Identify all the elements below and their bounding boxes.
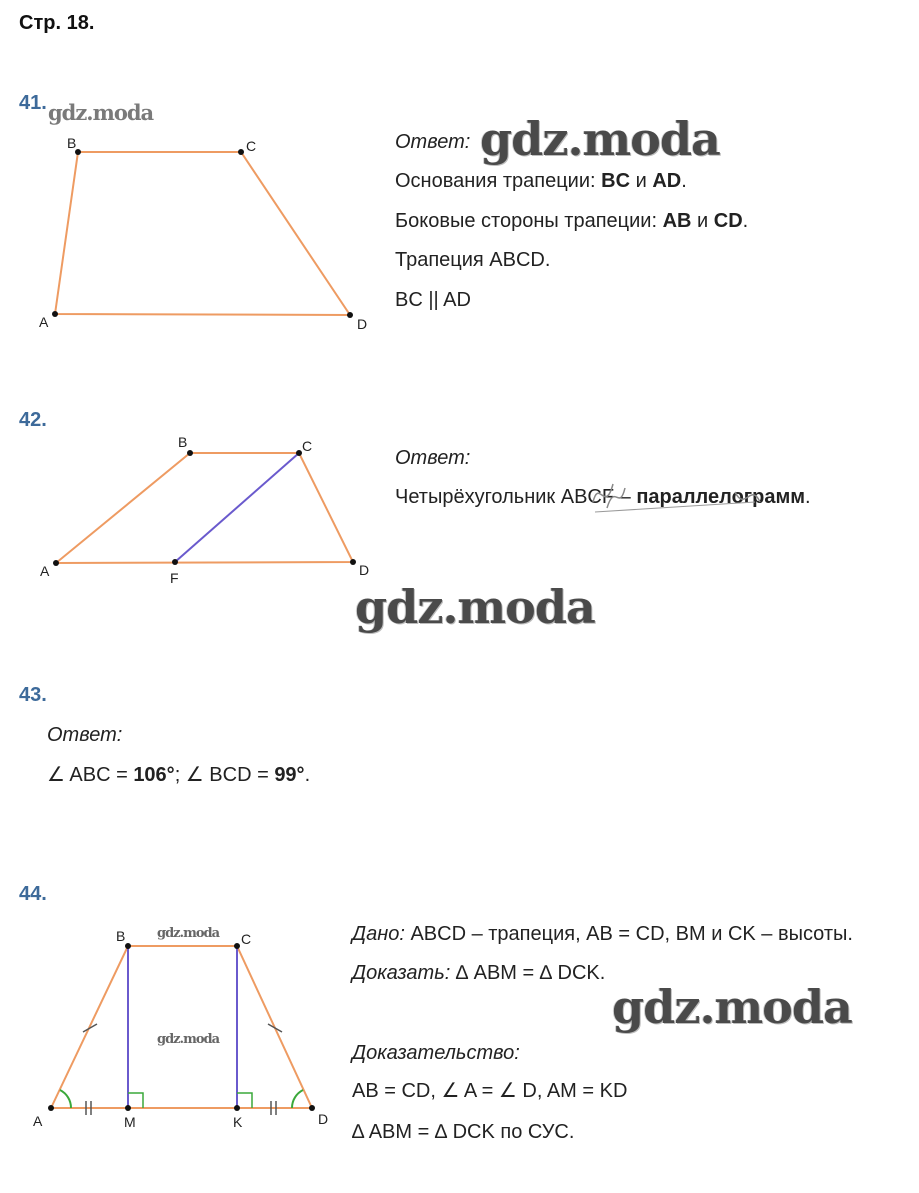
watermark: gdz.moda xyxy=(157,926,220,941)
label-a: A xyxy=(40,563,50,579)
task-43-number: 43. xyxy=(19,684,47,706)
point-d xyxy=(350,559,356,565)
angle-d-arc xyxy=(292,1090,303,1108)
watermark: gdz.moda xyxy=(355,580,595,634)
task-41-bases-line: Основания трапеции: BC и AD. xyxy=(395,170,687,192)
task-41-number: 41. xyxy=(19,92,47,114)
task-43-answer-label: Ответ: xyxy=(47,724,123,746)
task-41-trapezoid-line: Трапеция ABCD. xyxy=(395,249,551,271)
label-a: A xyxy=(39,314,49,330)
task-44-proof-line-2: ∆ ABM = ∆ DCK по СУС. xyxy=(352,1121,575,1143)
scribble-watermark xyxy=(585,472,765,522)
task-44-proof-label: Доказательство: xyxy=(352,1042,520,1064)
task-41-answer-label: Ответ: xyxy=(395,131,471,153)
angle-a-arc xyxy=(60,1090,71,1108)
point-a xyxy=(48,1105,54,1111)
task-43-answer-line: ∠ ABC = 106°; ∠ BCD = 99°. xyxy=(47,764,311,786)
label-f: F xyxy=(170,570,179,586)
label-c: C xyxy=(241,931,252,947)
label-d: D xyxy=(318,1111,329,1127)
task-41-sides-line: Боковые стороны трапеции: AB и CD. xyxy=(395,210,749,232)
point-b xyxy=(125,943,131,949)
task-42-answer-line: Четырёхугольник ABCF – параллелограмм. xyxy=(395,486,811,508)
label-a: A xyxy=(33,1113,43,1129)
watermark: gdz.moda xyxy=(612,980,852,1034)
tick-cd xyxy=(268,1024,282,1032)
point-m xyxy=(125,1105,131,1111)
task-42-number: 42. xyxy=(19,409,47,431)
task-41-parallel-line: BC || AD xyxy=(395,289,471,311)
point-d xyxy=(309,1105,315,1111)
point-k xyxy=(234,1105,240,1111)
task-44-figure xyxy=(0,0,350,1140)
task-44-proof-line-1: AB = CD, ∠ A = ∠ D, AM = KD xyxy=(352,1080,628,1102)
task-44-number: 44. xyxy=(19,883,47,905)
label-d: D xyxy=(359,562,370,578)
label-m: M xyxy=(124,1114,136,1130)
task-44-prove-line: Доказать: ∆ ABM = ∆ DCK. xyxy=(352,962,606,984)
point-c xyxy=(234,943,240,949)
task-44-given-line: Дано: ABCD – трапеция, AB = CD, BM и CK – высоты. xyxy=(352,923,853,945)
label-b: B xyxy=(178,434,188,450)
watermark: gdz.moda xyxy=(48,100,154,125)
label-c: C xyxy=(246,138,257,154)
label-c: C xyxy=(302,438,313,454)
right-angle-m xyxy=(128,1093,143,1108)
label-k: K xyxy=(233,1114,243,1130)
task-42-answer-label: Ответ: xyxy=(395,447,471,469)
label-b: B xyxy=(116,928,126,944)
label-b: B xyxy=(67,135,77,151)
right-angle-k xyxy=(237,1093,252,1108)
page-title: Стр. 18. xyxy=(19,12,95,34)
watermark: gdz.moda xyxy=(480,112,720,166)
label-d: D xyxy=(357,316,368,332)
watermark: gdz.moda xyxy=(157,1032,220,1047)
